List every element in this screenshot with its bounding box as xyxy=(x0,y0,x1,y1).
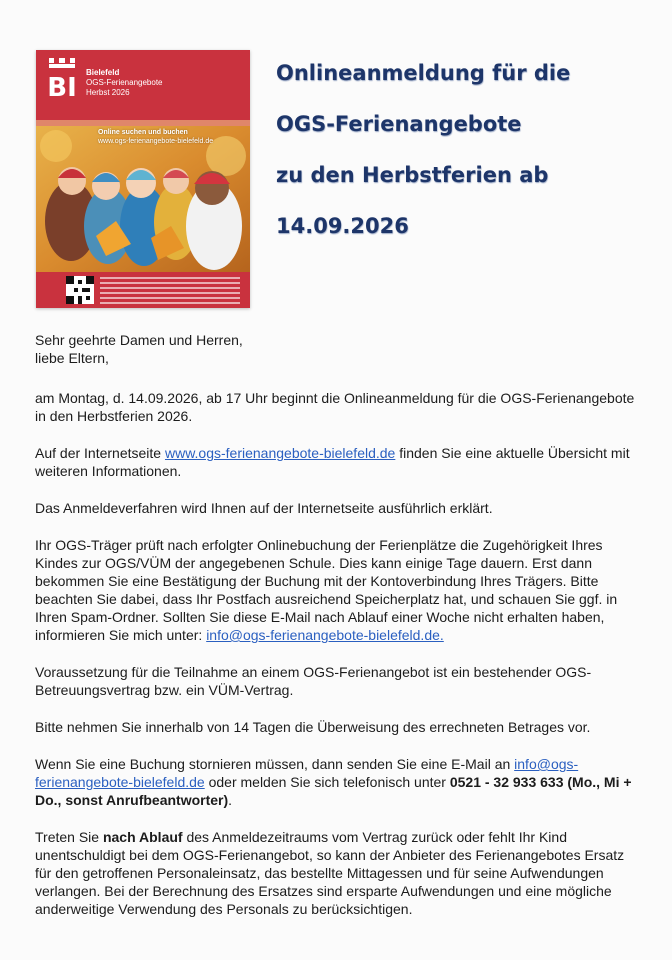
email-link-cancel[interactable]: info@ogs-ferienangebote-bielefeld.de xyxy=(35,756,579,790)
phone-hours: (Mo., Mi + Do., sonst Anrufbeantworter) xyxy=(35,774,632,808)
email-link-info[interactable]: info@ogs-ferienangebote-bielefeld.de. xyxy=(206,627,444,643)
paragraph-confirmation: Ihr OGS-Träger prüft nach erfolgter Onlinebuchung der Ferienplätze die Zugehörigkeit Ihres Kindes zur OGS/VÜM der angegebenen Schule. Dies kann einige Tage dauern. Erst dann bekommen Sie eine Bestätigung der Buchung mit der Kontoverbindung Ihres Trägers. Bitte beachten Sie dabei, dass Ihr Postfach ausreichend Speicherplatz hat, und schauen Sie ggf. in Ihren Spam-Ordner. Sollten Sie diese E-Mail nach Ablauf einer Woche nicht erhalten haben, informieren Sie mich unter: info@ogs-ferienangebote-bielefeld.de. xyxy=(35,537,618,643)
flyer-brand-program: OGS-Ferienangebote xyxy=(86,78,163,87)
letter-body xyxy=(35,331,635,918)
svg-text:BI: BI xyxy=(47,73,77,100)
greeting-line: liebe Eltern, xyxy=(35,350,109,366)
flyer-footer-text xyxy=(100,277,240,307)
title-line: zu den Herbstferien ab xyxy=(276,163,549,187)
flyer-brand-city: Bielefeld xyxy=(86,68,120,77)
paragraph-requirement: Voraussetzung für die Teilnahme an einem OGS-Ferienangebot ist ein bestehender OGS-Betreuungsvertrag bzw. ein VÜM-Vertrag. xyxy=(35,664,592,698)
greeting xyxy=(35,331,635,367)
bielefeld-logo xyxy=(47,58,77,100)
flyer-brand xyxy=(86,68,163,98)
greeting-line: Sehr geehrte Damen und Herren, xyxy=(35,332,243,348)
title-line: OGS-Ferienangebote xyxy=(276,112,522,136)
website-link[interactable]: www.ogs-ferienangebote-bielefeld.de xyxy=(164,445,396,461)
paragraph-start-date: am Montag, d. 14.09.2026, ab 17 Uhr beginnt die Onlineanmeldung für die OGS-Ferienangebote in den Herbstferien 2026. xyxy=(35,390,635,424)
flyer-online-headline: Online suchen und buchen xyxy=(98,129,188,136)
flyer-brand-season: Herbst 2026 xyxy=(86,88,130,97)
title-line: Onlineanmeldung für die xyxy=(276,61,571,85)
paragraph-payment: Bitte nehmen Sie innerhalb von 14 Tagen die Überweisung des errechneten Betrages vor. xyxy=(35,719,591,735)
flyer-image xyxy=(36,50,250,308)
children-photo xyxy=(36,126,250,272)
paragraph-cancellation: Wenn Sie eine Buchung stornieren müssen, dann senden Sie eine E-Mail an info@ogs-ferienangebote-bielefeld.de oder melden Sie sich telefonisch unter 0521 - 32 933 633 (Mo., Mi + Do., sonst Anrufbeantworter). xyxy=(35,756,632,808)
flyer-online-text xyxy=(98,128,213,146)
paragraph-website: Auf der Internetseite www.ogs-ferienangebote-bielefeld.de finden Sie eine aktuelle Übersicht mit weiteren Informationen. xyxy=(35,445,630,479)
paragraph-withdrawal: Treten Sie nach Ablauf des Anmeldezeitraums vom Vertrag zurück oder fehlt Ihr Kind unentschuldigt bei dem OGS-Ferienangebot, so kann der Anbieter des Ferienangebotes Ersatz für den getroffenen Personaleinsatz, das bestellte Mittagessen und für seine Aufwendungen verlangen. Bei der Berechnung des Ersatzes sind ersparte Aufwendungen und eine mögliche anderweitige Verwendung des Personals zu berücksichtigen. xyxy=(35,829,625,917)
page-title xyxy=(276,56,570,260)
paragraph-procedure: Das Anmeldeverfahren wird Ihnen auf der Internetseite ausführlich erklärt. xyxy=(35,500,493,516)
flyer-online-url: www.ogs-ferienangebote-bielefeld.de xyxy=(98,138,214,145)
emphasis-after-deadline: nach Ablauf xyxy=(102,829,183,845)
title-line: 14.09.2026 xyxy=(276,214,409,238)
qr-code xyxy=(66,276,94,304)
phone-number: 0521 - 32 933 633 xyxy=(449,774,564,790)
